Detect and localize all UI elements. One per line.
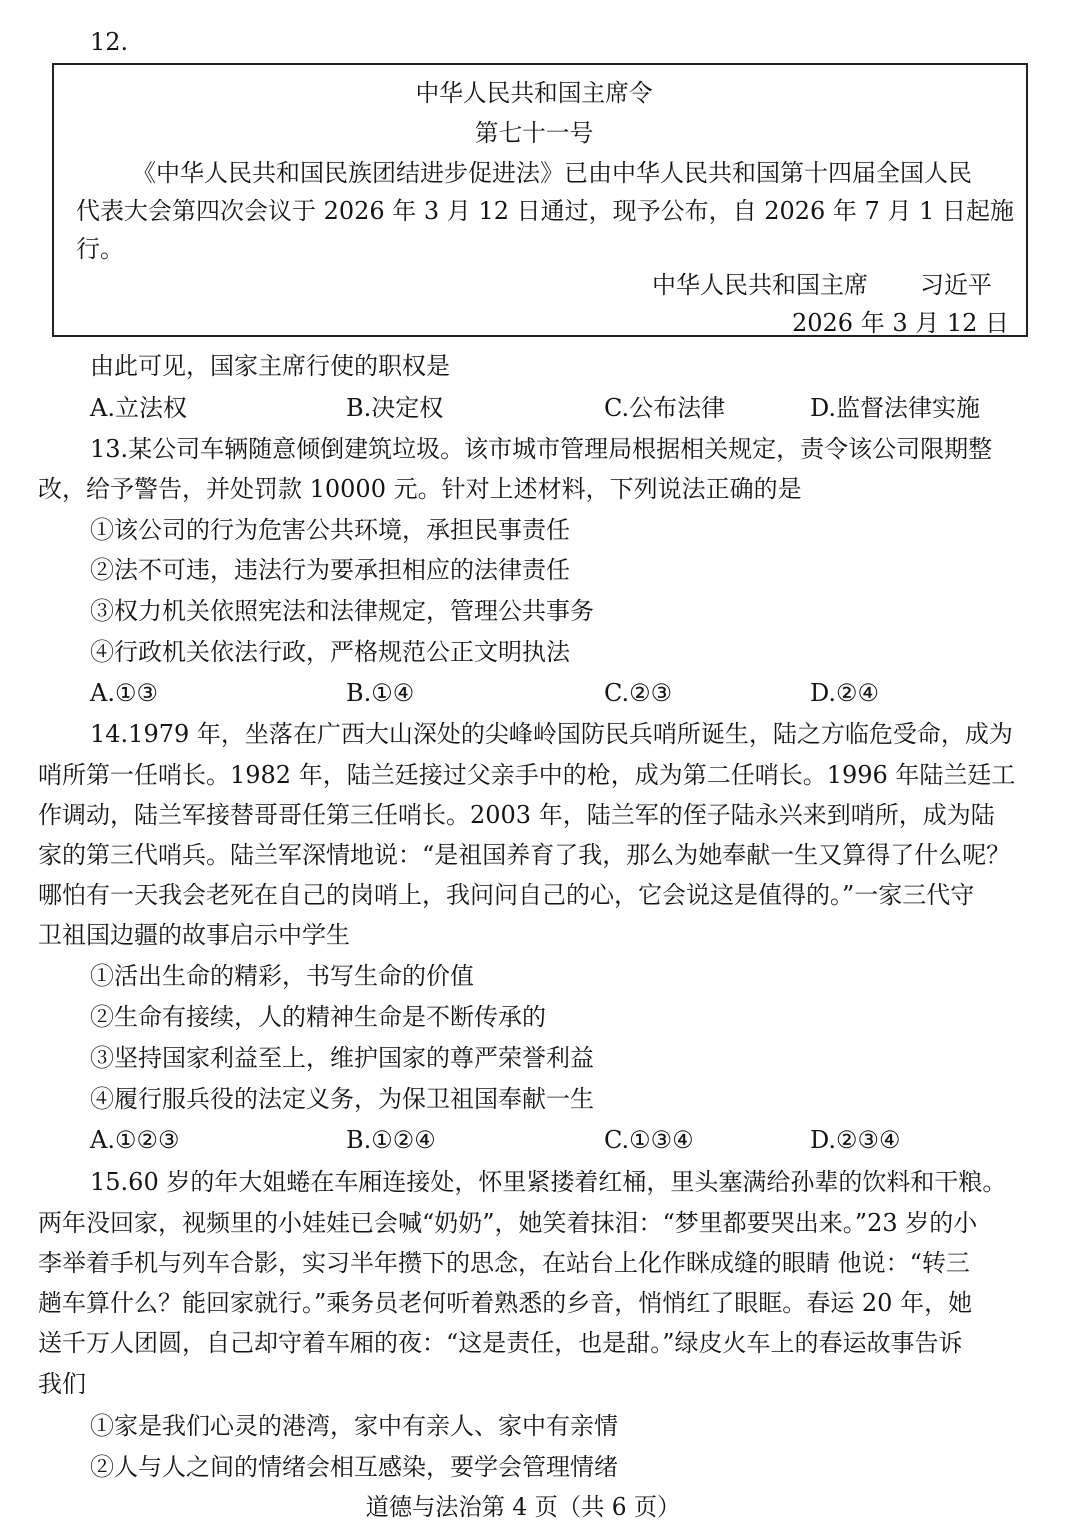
q13-option-b: B.①④ [346,679,415,707]
order-body-line-1: 《中华人民共和国民族团结进步促进法》已由中华人民共和国第十四届全国人民 [132,159,972,187]
question-13-line-1: 13.某公司车辆随意倾倒建筑垃圾。该市城市管理局根据相关规定，责令该公司限期整 [90,435,993,463]
question-14-line-3: 作调动，陆兰军接替哥哥任第三任哨长。2003 年，陆兰军的侄子陆永兴来到哨所，成为陆 [38,801,995,829]
question-15-line-1: 15.60 岁的年大姐蜷在车厢连接处，怀里紧搂着红桶，里头塞满给孙辈的饮料和干粮。 [90,1168,1007,1196]
q13-option-c: C.②③ [604,679,673,707]
q14-item-2: ②生命有接续，人的精神生命是不断传承的 [90,1003,546,1031]
question-14-line-6: 卫祖国边疆的故事启示中学生 [38,921,350,949]
order-body-line-2: 代表大会第四次会议于 2026 年 3 月 12 日通过，现予公布，自 2026 年 7 月 1 日起施 [76,197,1014,225]
question-14-line-1: 14.1979 年，坐落在广西大山深处的尖峰岭国防民兵哨所诞生，陆之方临危受命，成为 [90,720,1013,748]
q13-item-1: ①该公司的行为危害公共环境，承担民事责任 [90,516,570,544]
order-body-line-3: 行。 [76,235,124,263]
q15-item-2: ②人与人之间的情绪会相互感染，要学会管理情绪 [90,1453,618,1481]
question-15-line-4: 趟车算什么？能回家就行。”乘务员老何听着熟悉的乡音，悄悄红了眼眶。春运 20 年，她 [38,1289,973,1317]
q14-option-a: A.①②③ [90,1126,180,1154]
q13-item-2: ②法不可违，违法行为要承担相应的法律责任 [90,556,570,584]
question-15-line-3: 李举着手机与列车合影，实习半年攒下的思念，在站台上化作眯成缝的眼睛 他说：“转三 [38,1249,970,1277]
q15-item-1: ①家是我们心灵的港湾，家中有亲人、家中有亲情 [90,1412,618,1440]
q12-option-b: B.决定权 [346,394,444,422]
question-14-line-4: 家的第三代哨兵。陆兰军深情地说：“是祖国养育了我，那么为她奉献一生又算得了什么呢？ [38,841,1011,869]
q13-item-4: ④行政机关依法行政，严格规范公正文明执法 [90,638,570,666]
q13-option-a: A.①③ [90,679,158,707]
q13-item-3: ③权力机关依照宪法和法律规定，管理公共事务 [90,597,594,625]
page-footer: 道德与法治第 4 页（共 6 页） [365,1493,681,1521]
q14-item-4: ④履行服兵役的法定义务，为保卫祖国奉献一生 [90,1085,594,1113]
order-number: 第七十一号 [474,119,594,147]
order-signer-name: 习近平 [920,271,992,299]
q14-item-3: ③坚持国家利益至上，维护国家的尊严荣誉利益 [90,1044,594,1072]
question-14-line-5: 哪怕有一天我会老死在自己的岗哨上，我问问自己的心，它会说这是值得的。”一家三代守 [38,881,975,909]
presidential-order-box [52,63,1028,337]
q14-option-d: D.②③④ [810,1126,901,1154]
order-signer-title: 中华人民共和国主席 [652,271,868,299]
question-13-line-2: 改，给予警告，并处罚款 10000 元。针对上述材料，下列说法正确的是 [38,475,802,503]
q14-item-1: ①活出生命的精彩，书写生命的价值 [90,962,474,990]
q12-option-a: A.立法权 [90,394,187,422]
question-15-line-6: 我们 [38,1370,86,1398]
question-12-number: 12. [90,28,129,56]
question-15-line-2: 两年没回家，视频里的小娃娃已会喊“奶奶”，她笑着抹泪：“梦里都要哭出来。”23 岁的小 [38,1209,978,1237]
q14-option-c: C.①③④ [604,1126,694,1154]
order-title: 中华人民共和国主席令 [415,79,653,107]
q12-option-c: C.公布法律 [604,394,726,422]
q12-option-d: D.监督法律实施 [810,394,981,422]
q14-option-b: B.①②④ [346,1126,436,1154]
order-date: 2026 年 3 月 12 日 [792,309,1010,337]
question-12-stem: 由此可见，国家主席行使的职权是 [90,352,450,380]
q13-option-d: D.②④ [810,679,880,707]
question-15-line-5: 送千万人团圆，自己却守着车厢的夜：“这是责任，也是甜。”绿皮火车上的春运故事告诉 [38,1329,963,1357]
question-14-line-2: 哨所第一任哨长。1982 年，陆兰廷接过父亲手中的枪，成为第二任哨长。1996 年陆兰廷工 [38,761,1016,789]
